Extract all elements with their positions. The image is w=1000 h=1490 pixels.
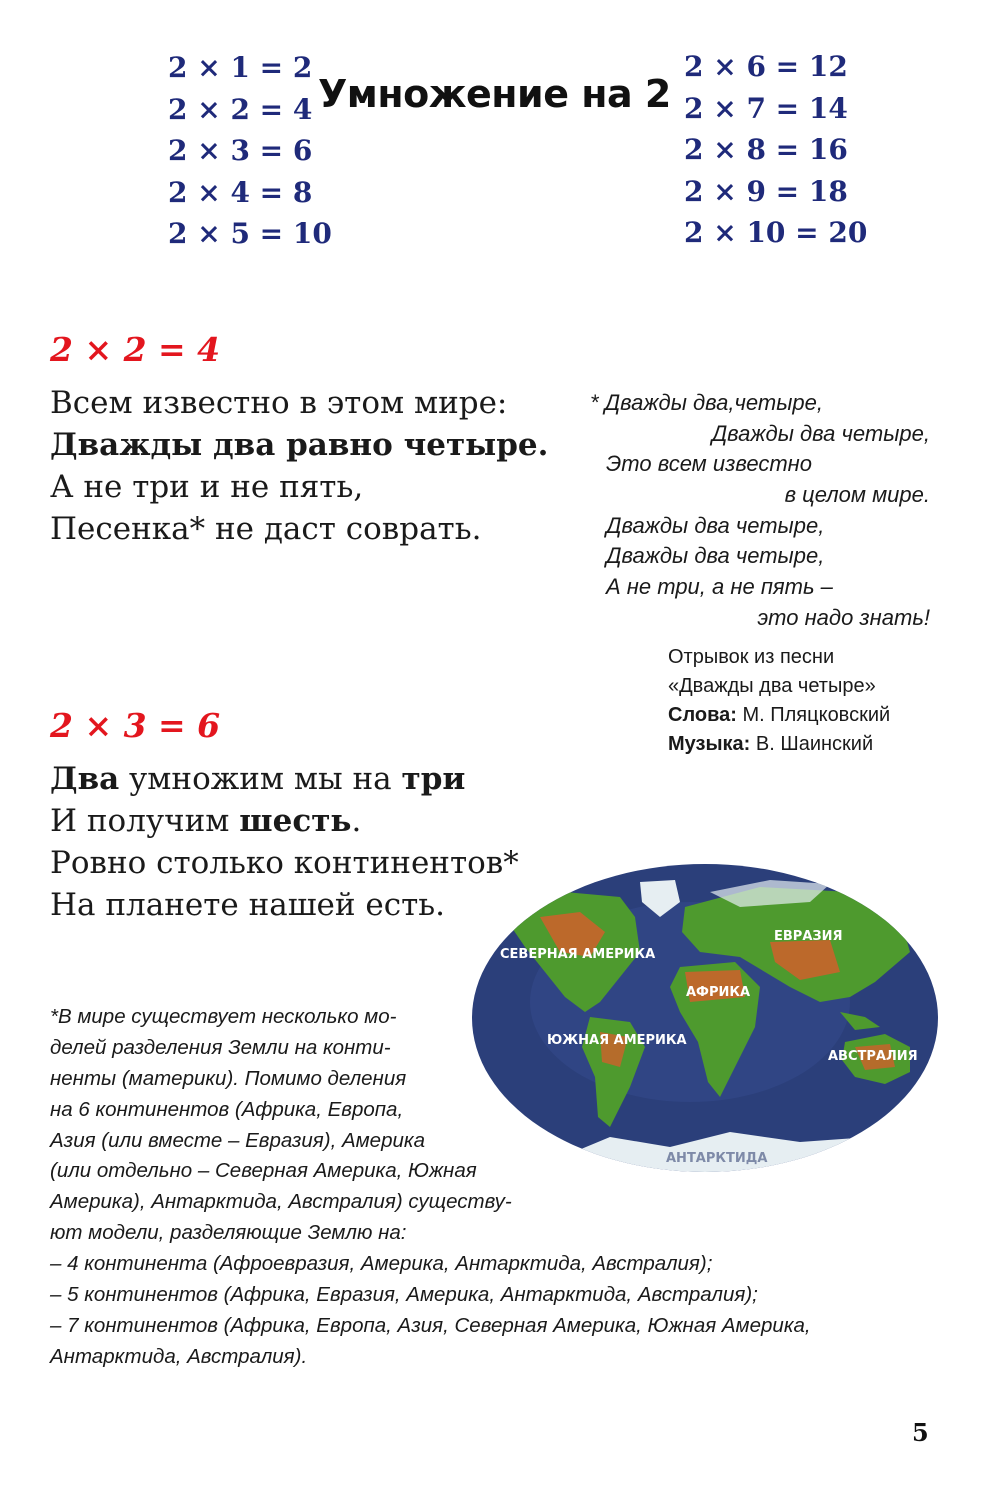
song-line: это надо знать!: [757, 604, 930, 630]
page-number: 5: [912, 1418, 929, 1447]
poem-line: [50, 758, 519, 800]
map-label-antarctica: АНТАРКТИДА: [666, 1151, 768, 1166]
table-row: 2 × 9 = 18: [684, 174, 848, 208]
song-excerpt: [590, 388, 930, 634]
words-author: М. Пляцковский: [742, 704, 891, 726]
section2-heading: 2 × 3 = 6: [50, 706, 221, 745]
poem-text: .: [351, 803, 362, 839]
footnote-line: – 5 континентов (Африка, Евразия, Америка, Антарктида, Австралия);: [50, 1283, 758, 1307]
table-left-column: [168, 47, 332, 255]
table-row: 2 × 4 = 8: [168, 175, 313, 209]
footnote-line: ненты (материки). Помимо деления: [50, 1066, 407, 1090]
poem-text: умножим мы на: [119, 761, 402, 797]
map-label-australia: АВСТРАЛИЯ: [828, 1049, 918, 1064]
footnote-line: Азия (или вместе – Евразия), Америка: [50, 1128, 425, 1152]
song-line: * Дважды два,четыре,: [590, 390, 823, 415]
poem-bold-word: Два: [50, 761, 120, 797]
table-row: 2 × 7 = 14: [684, 91, 848, 125]
table-row: 2 × 8 = 16: [684, 133, 848, 166]
poem-line: Песенка* не даст соврать.: [50, 511, 482, 547]
section2-poem: [50, 758, 519, 926]
credits-song-title: «Дважды два четыре»: [668, 675, 876, 697]
music-label: Музыка:: [668, 733, 751, 755]
music-author: В. Шаинский: [755, 733, 874, 755]
table-row: 2 × 3 = 6: [168, 134, 313, 167]
poem-bold-word: шесть: [239, 803, 352, 839]
section1-heading: 2 × 2 = 4: [50, 330, 221, 369]
footnote-line: Антарктида, Австралия).: [50, 1344, 308, 1368]
poem-line: Ровно столько континентов*: [50, 845, 519, 881]
poem-line: Всем известно в этом мире:: [50, 385, 508, 421]
table-row: 2 × 10 = 20: [684, 216, 868, 249]
credits-music: [668, 730, 890, 759]
table-row: 2 × 6 = 12: [684, 50, 848, 83]
footnote-line: (или отдельно – Северная Америка, Южная: [50, 1159, 477, 1183]
map-label-north-america: СЕВЕРНАЯ АМЕРИКА: [500, 947, 656, 962]
song-line: Дважды два четыре,: [606, 543, 825, 569]
song-line: Это всем известно: [606, 451, 812, 477]
table-row: 2 × 5 = 10: [168, 217, 332, 250]
footnote-line: – 7 континентов (Африка, Европа, Азия, Северная Америка, Южная Америка,: [50, 1313, 811, 1337]
song-line: Дважды два четыре,: [711, 420, 930, 446]
page-title: Умножение на 2: [318, 72, 671, 116]
credits-caption: Отрывок из песни: [668, 646, 835, 668]
section1-poem: [50, 382, 548, 550]
footnote-line: Америка), Антарктида, Австралия) существу-: [50, 1190, 512, 1214]
words-label: Слова:: [668, 704, 737, 726]
footnote-line: делей разделения Земли на конти-: [50, 1035, 391, 1059]
footnote-line: на 6 континентов (Африка, Европа,: [50, 1097, 404, 1121]
song-line: А не три, а не пять –: [606, 574, 833, 600]
map-label-south-america: ЮЖНАЯ АМЕРИКА: [547, 1033, 687, 1048]
map-label-africa: АФРИКА: [686, 985, 751, 1000]
credits-words: [668, 701, 890, 730]
table-right-column: [684, 46, 867, 254]
poem-line: Дважды два равно четыре.: [50, 427, 549, 463]
song-line: Дважды два четыре,: [606, 512, 825, 538]
continents-footnote: [50, 1002, 811, 1373]
poem-line: На планете нашей есть.: [50, 887, 445, 923]
footnote-line: *В мире существует несколько мо-: [50, 1005, 397, 1028]
poem-text: И получим: [50, 803, 240, 839]
poem-line: [50, 800, 519, 842]
footnote-line: – 4 континента (Афроевразия, Америка, Антарктида, Австралия);: [50, 1252, 713, 1276]
song-line: в целом мире.: [784, 482, 930, 508]
poem-line: А не три и не пять,: [50, 469, 364, 505]
map-label-eurasia: ЕВРАЗИЯ: [774, 929, 843, 944]
table-row: 2 × 2 = 4: [168, 92, 313, 126]
footnote-line: ют модели, разделяющие Землю на:: [50, 1221, 407, 1245]
song-credits: [668, 643, 890, 759]
poem-bold-word: три: [401, 761, 466, 797]
table-row: 2 × 1 = 2: [168, 51, 313, 84]
